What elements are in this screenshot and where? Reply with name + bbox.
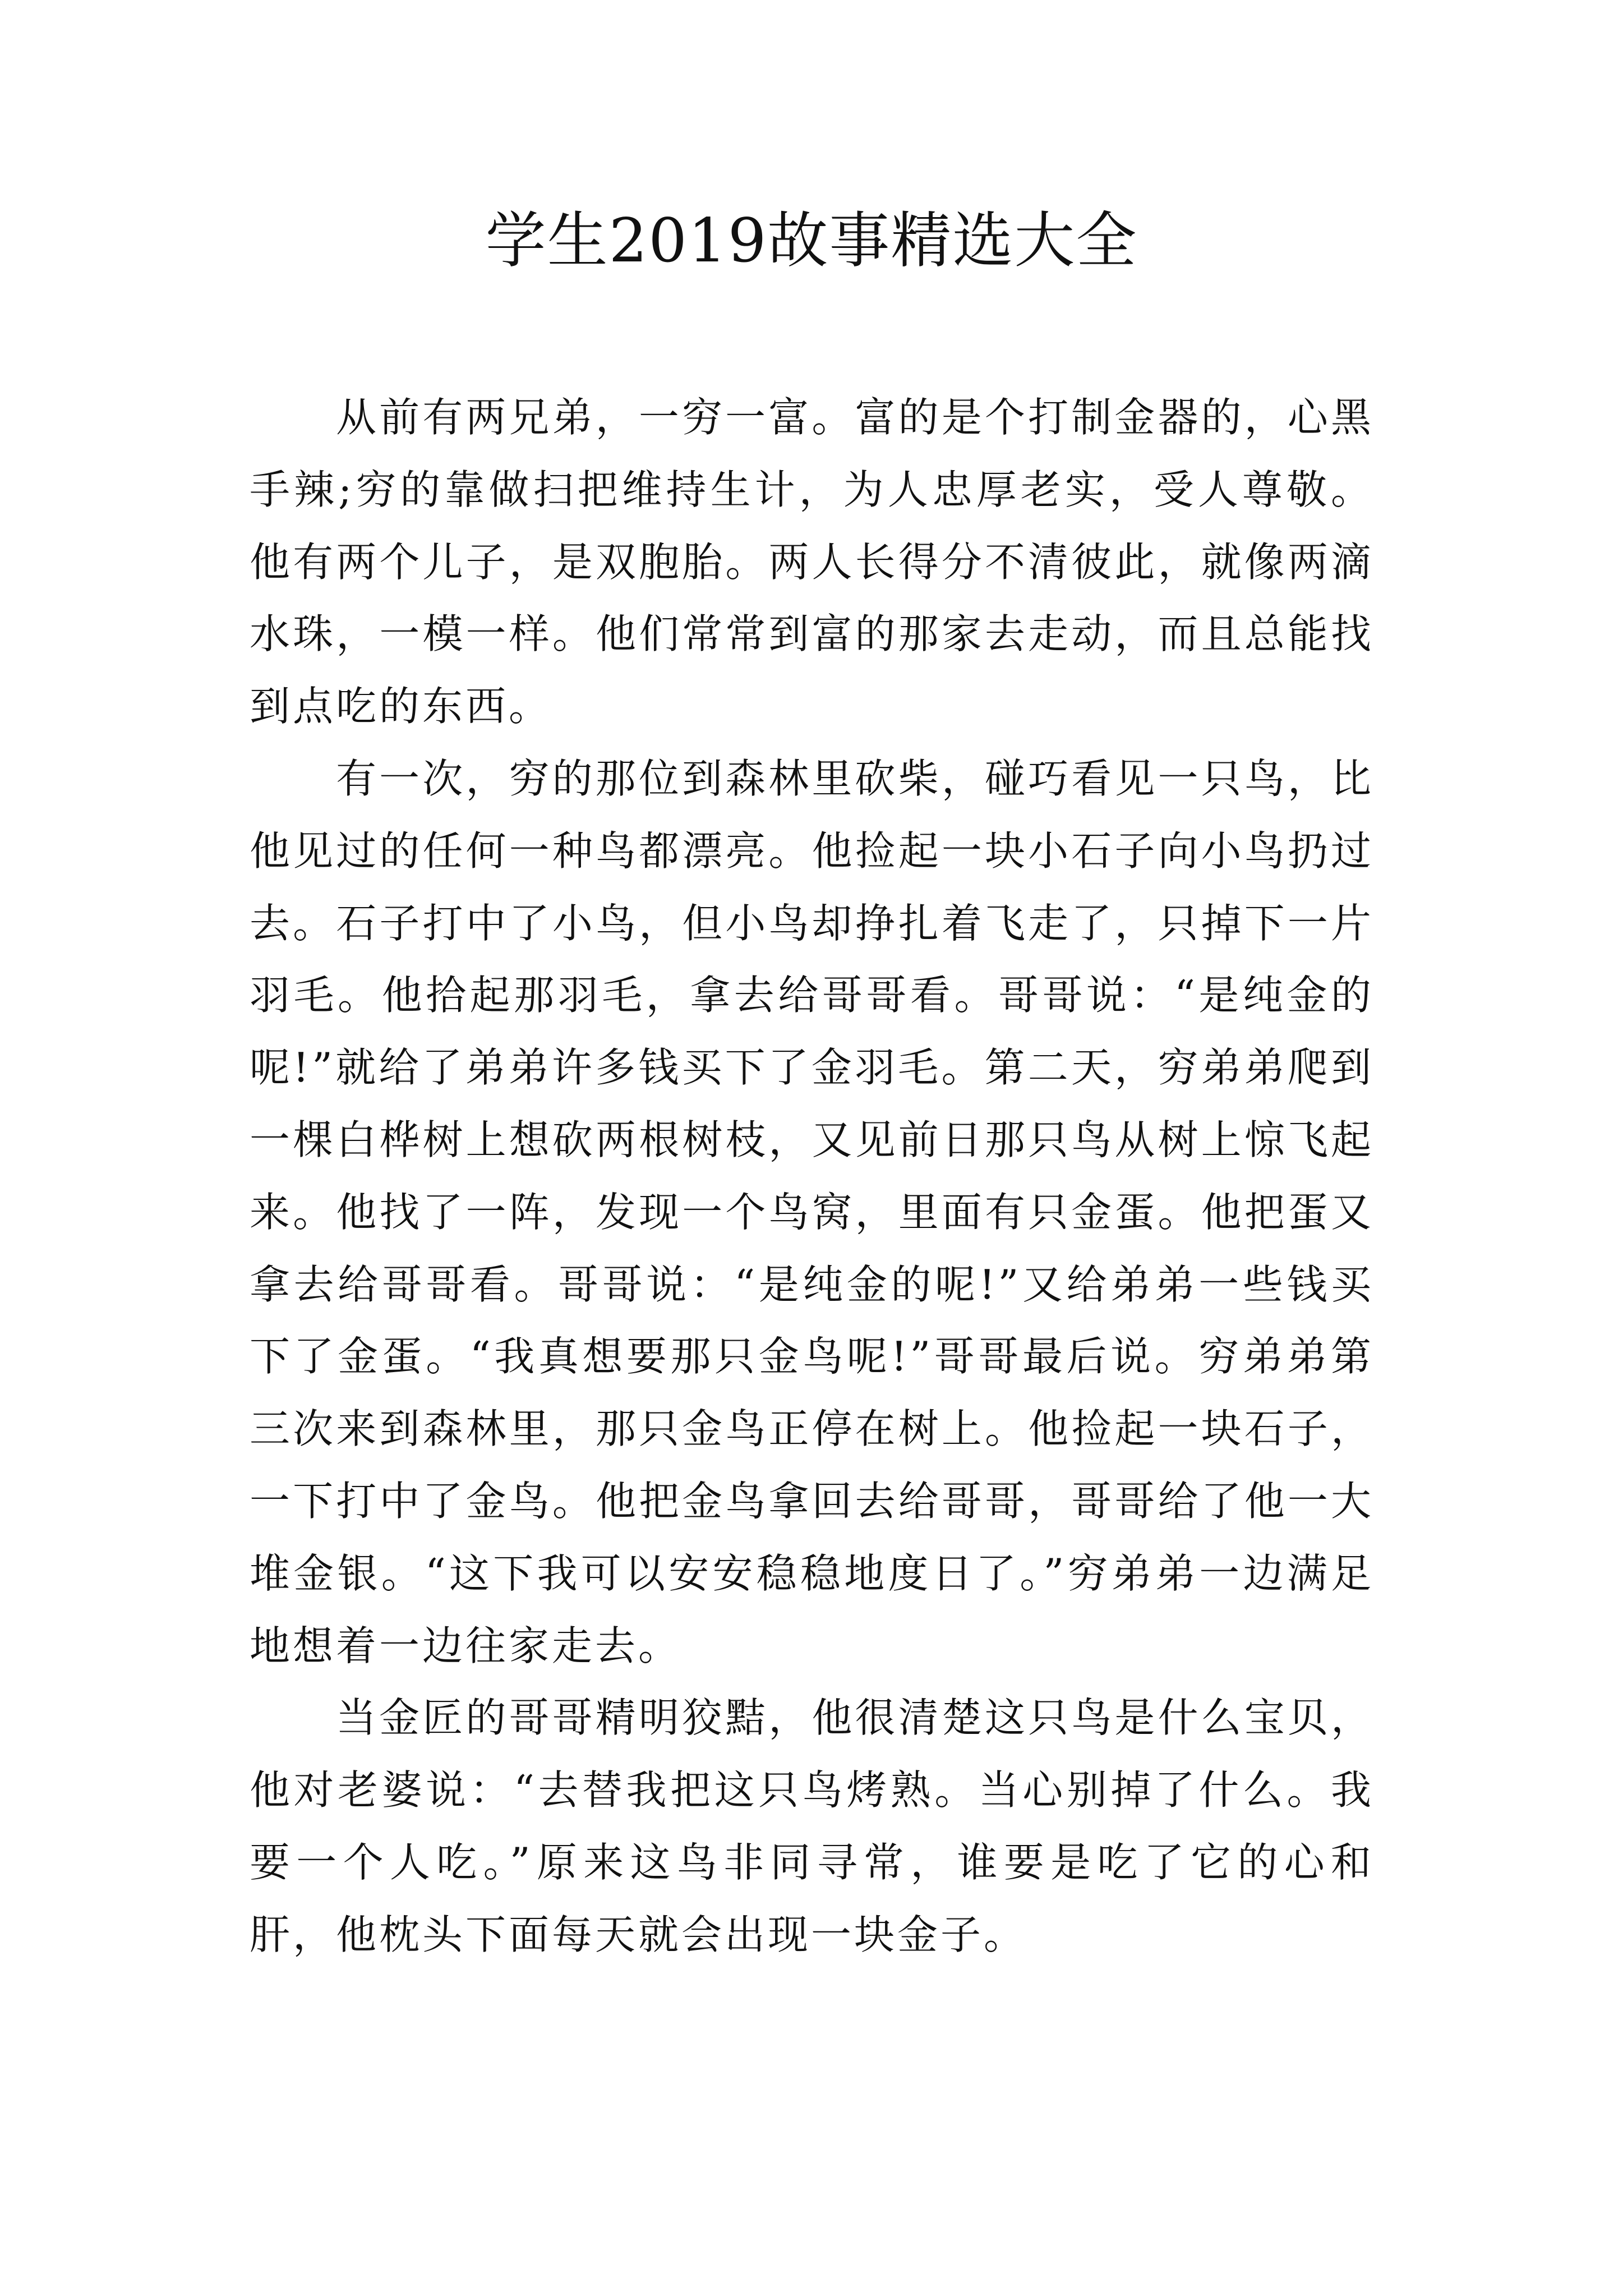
page-title: 学生2019故事精选大全 — [485, 206, 1138, 276]
paragraph-2: 有一次，穷的那位到森林里砍柴，碰巧看见一只鸟，比他见过的任何一种鸟都漂亮。他捡起一块小石子向小鸟扔过去。石子打中了小鸟，但小鸟却挣扎着飞走了，只掉下一片羽毛。他拾起那羽毛，拿去给哥哥看。哥哥说：“是纯金的呢!”就给了弟弟许多钱买下了金羽毛。第二天，穷弟弟爬到一棵白桦树上想砍两根树枝，又见前日那只鸟从树上惊飞起来。他找了一阵，发现一个鸟窝，里面有只金蛋。他把蛋又拿去给哥哥看。哥哥说：“是纯金的呢!”又给弟弟一些钱买下了金蛋。“我真想要那只金鸟呢!”哥哥最后说。穷弟弟第三次来到森林里，那只金鸟正停在树上。他捡起一块石子，一下打中了金鸟。他把金鸟拿回去给哥哥，哥哥给了他一大堆金银。“这下我可以安安稳稳地度日了。”穷弟弟一边满足地想着一边往家走去。 — [250, 754, 1374, 1669]
document-body — [250, 381, 1374, 1971]
paragraph-1: 从前有两兄弟，一穷一富。富的是个打制金器的，心黑手辣;穷的靠做扫把维持生计，为人忠厚老实，受人尊敬。他有两个儿子，是双胞胎。两人长得分不清彼此，就像两滴水珠，一模一样。他们常常到富的那家去走动，而且总能找到点吃的东西。 — [250, 394, 1374, 730]
paragraph-3: 当金匠的哥哥精明狡黠，他很清楚这只鸟是什么宝贝，他对老婆说：“去替我把这只鸟烤熟。当心别掉了什么。我要一个人吃。”原来这鸟非同寻常，谁要是吃了它的心和肝，他枕头下面每天就会出现一块金子。 — [250, 1694, 1374, 1958]
